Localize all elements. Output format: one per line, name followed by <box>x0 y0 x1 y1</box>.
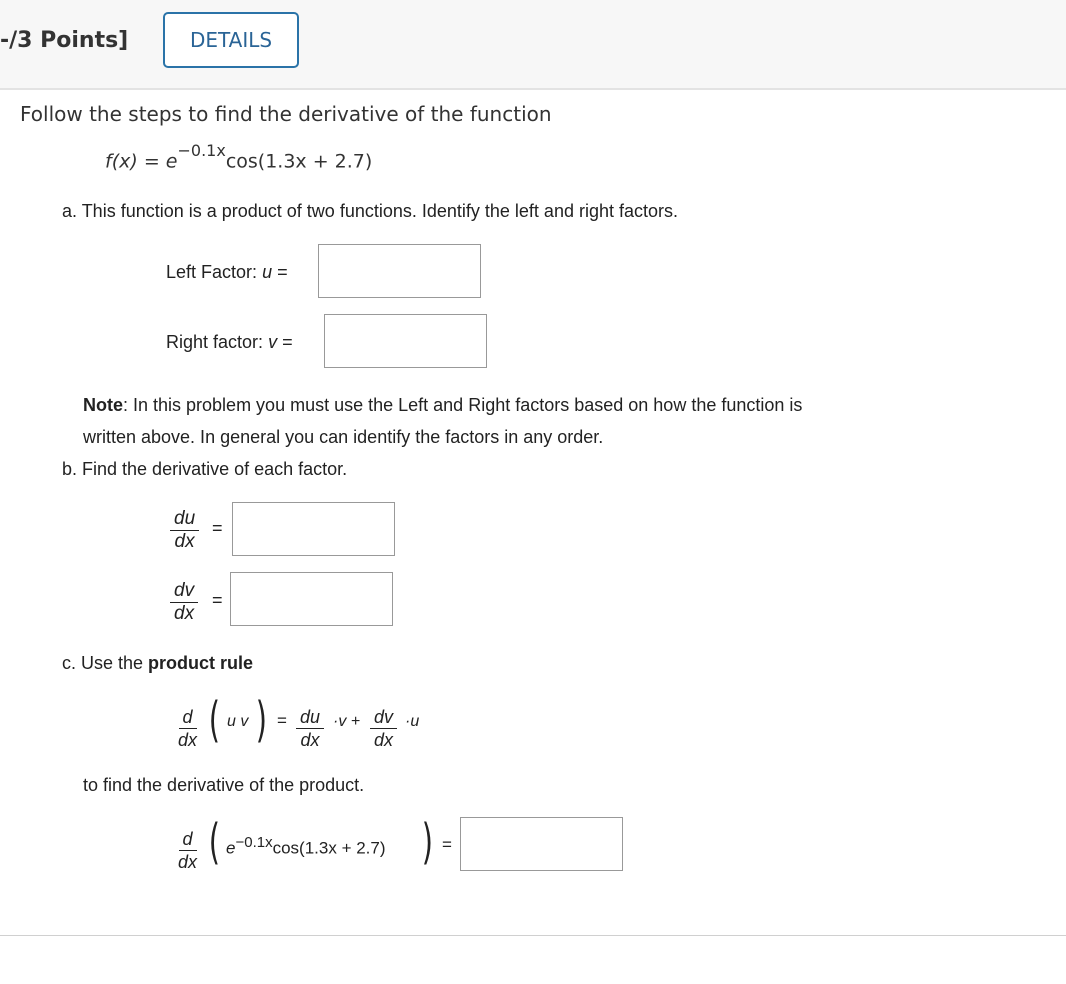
rule-d-num: d <box>179 706 197 729</box>
right-factor-eq: = <box>282 332 293 352</box>
final-base: e <box>226 838 236 858</box>
du-denominator: dx <box>174 531 195 552</box>
function-exponent: −0.1x <box>177 141 226 160</box>
rule-dv-den: dx <box>374 730 394 750</box>
left-factor-eq: = <box>277 262 288 282</box>
function-lhs: f(x) <box>105 150 138 173</box>
dv-dx-fraction <box>170 580 198 625</box>
right-factor-input[interactable] <box>324 314 487 368</box>
rule-dv-num: dv <box>370 706 397 729</box>
note-line-2: written above. In general you can identify the factors in any order. <box>83 427 604 447</box>
product-rule-bold: product rule <box>148 653 254 673</box>
right-factor-var: v <box>268 332 278 352</box>
rule-du-num: du <box>296 706 324 729</box>
du-dx-input[interactable] <box>232 502 395 556</box>
dv-dx-input[interactable] <box>230 572 393 626</box>
note-text-1: : In this problem you must use the Left and Right factors based on how the function is <box>123 395 803 415</box>
note-line-1 <box>83 395 802 416</box>
rule-tail: ·u <box>405 713 420 730</box>
rule-du-den: dx <box>300 730 320 750</box>
final-open-paren: ( <box>208 814 220 870</box>
final-close-paren: ) <box>421 814 433 870</box>
left-factor-label <box>166 262 288 283</box>
du-eq: = <box>212 518 223 538</box>
final-d-dx <box>174 828 201 873</box>
rule-close-paren: ) <box>255 692 267 748</box>
dv-numerator: dv <box>170 580 198 603</box>
question-header <box>0 0 1066 90</box>
part-c-prefix: c. Use the <box>62 653 149 673</box>
rule-d-den: dx <box>178 730 198 750</box>
right-factor-text: Right factor: <box>166 332 264 352</box>
final-rest: cos(1.3x + 2.7) <box>272 838 386 858</box>
part-a-text: a. This function is a product of two functions. Identify the left and right factors. <box>62 201 678 221</box>
after-text: to find the derivative of the product. <box>83 775 365 795</box>
left-factor-var: u <box>262 262 273 282</box>
final-eq: = <box>442 835 452 854</box>
part-b-text: b. Find the derivative of each factor. <box>62 459 348 479</box>
dv-denominator: dx <box>174 603 195 624</box>
intro-text: Follow the steps to find the derivative of the function <box>20 102 552 126</box>
rule-du-dx <box>296 706 324 751</box>
left-factor-input[interactable] <box>318 244 481 298</box>
details-button[interactable]: DETAILS <box>163 12 299 68</box>
function-expression <box>105 141 373 173</box>
final-expression <box>226 834 386 859</box>
function-rest: cos(1.3x + 2.7) <box>225 150 373 173</box>
rule-open-paren: ( <box>208 692 220 748</box>
note-bold: Note <box>83 395 123 415</box>
du-dx-fraction <box>170 508 199 553</box>
final-derivative-input[interactable] <box>460 817 623 871</box>
right-factor-label <box>166 332 293 353</box>
function-base: e <box>165 150 178 173</box>
points-label: -/3 Points] <box>0 28 129 53</box>
final-exponent: −0.1x <box>235 834 273 851</box>
rule-uv: u v <box>227 713 249 730</box>
function-eq: = <box>143 150 160 173</box>
final-d-num: d <box>179 828 197 851</box>
du-numerator: du <box>170 508 199 531</box>
rule-d-dx <box>174 706 201 751</box>
rule-dv-dx <box>370 706 397 751</box>
left-factor-text: Left Factor: <box>166 262 258 282</box>
divider <box>0 935 1066 936</box>
rule-mid: ·v + <box>333 713 361 730</box>
rule-eq: = <box>277 711 287 730</box>
part-c-text <box>62 653 253 674</box>
dv-eq: = <box>212 590 223 610</box>
final-d-den: dx <box>178 852 198 872</box>
